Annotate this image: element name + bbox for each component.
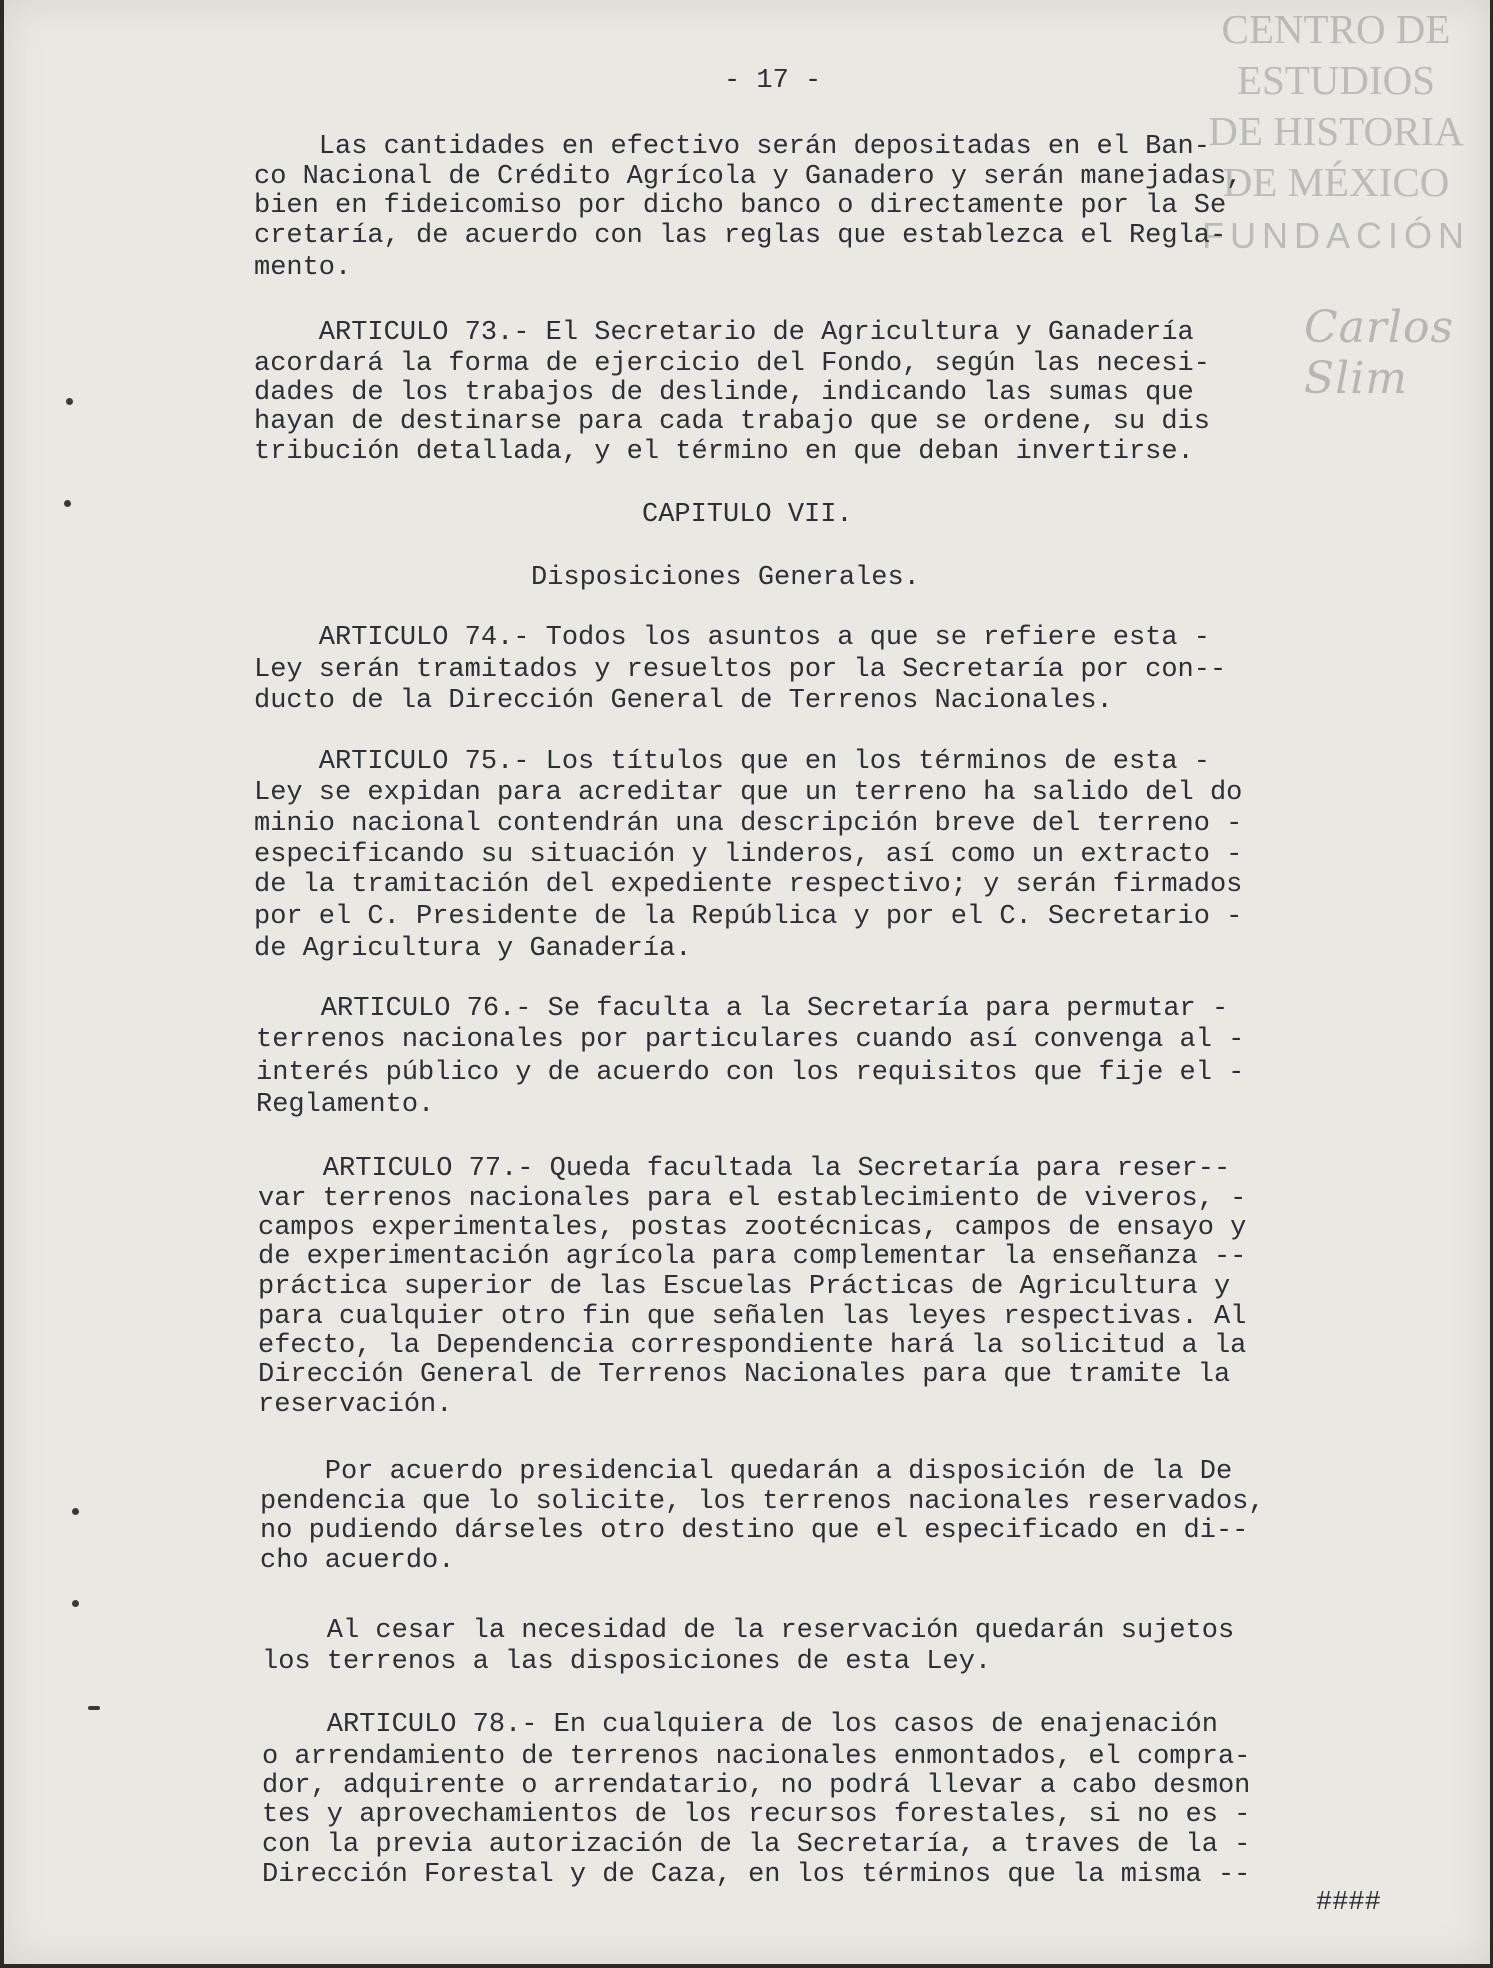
watermark-line: DE HISTORIA bbox=[1208, 108, 1464, 154]
watermark-signature: Carlos Slim bbox=[1304, 302, 1455, 404]
text-line: co Nacional de Crédito Agrícola y Ganadero y serán manejadas, bbox=[254, 162, 1243, 192]
text-line: Reglamento. bbox=[256, 1090, 435, 1120]
text-line: con la previa autorización de la Secretaría, a traves de la - bbox=[262, 1830, 1251, 1860]
text-line: Ley se expidan para acreditar que un terreno ha salido del do bbox=[254, 778, 1243, 808]
text-line: por el C. Presidente de la República y por el C. Secretario - bbox=[254, 902, 1243, 932]
text-line: ARTICULO 77.- Queda facultada la Secretaría para reser-- bbox=[258, 1154, 1231, 1184]
text-line: var terrenos nacionales para el establecimiento de viveros, - bbox=[258, 1184, 1247, 1214]
text-line: práctica superior de las Escuelas Prácticas de Agricultura y bbox=[258, 1272, 1231, 1302]
watermark-line: CENTRO DE bbox=[1221, 6, 1451, 52]
margin-mark bbox=[72, 1600, 79, 1607]
text-line: campos experimentales, postas zootécnicas, campos de ensayo y bbox=[258, 1213, 1247, 1243]
text-line: terrenos nacionales por particulares cuando así convenga al - bbox=[256, 1025, 1245, 1055]
text-line: cretaría, de acuerdo con las reglas que establezca el Regla- bbox=[254, 221, 1227, 251]
text-line: ARTICULO 74.- Todos los asuntos a que se refiere esta - bbox=[254, 623, 1210, 653]
margin-mark bbox=[66, 398, 73, 405]
watermark-line: DE MÉXICO bbox=[1222, 159, 1450, 205]
watermark-line: ESTUDIOS bbox=[1236, 57, 1436, 103]
archive-watermark bbox=[1186, 4, 1486, 264]
text-line: los terrenos a las disposiciones de esta Ley. bbox=[262, 1647, 992, 1677]
text-line: bien en fideicomiso por dicho banco o directamente por la Se bbox=[254, 191, 1227, 221]
text-line: reservación. bbox=[258, 1390, 453, 1420]
text-line: dades de los trabajos de deslinde, indicando las sumas que bbox=[254, 378, 1194, 408]
margin-mark bbox=[64, 500, 71, 507]
page-number: - 17 - bbox=[724, 66, 822, 96]
text-line: para cualquier otro fin que señalen las leyes respectivas. Al bbox=[258, 1302, 1247, 1332]
margin-mark bbox=[88, 1706, 100, 1710]
text-line: acordará la forma de ejercicio del Fondo, según las necesi- bbox=[254, 349, 1210, 379]
text-line: ARTICULO 75.- Los títulos que en los términos de esta - bbox=[254, 747, 1210, 777]
text-line: especificando su situación y linderos, así como un extracto - bbox=[254, 840, 1243, 870]
text-line: minio nacional contendrán una descripción breve del terreno - bbox=[254, 809, 1243, 839]
document-page bbox=[4, 0, 1490, 1964]
text-line: Dirección Forestal y de Caza, en los términos que la misma -- bbox=[262, 1860, 1251, 1890]
section-heading: Disposiciones Generales. bbox=[531, 563, 920, 593]
text-line: Al cesar la necesidad de la reservación quedarán sujetos bbox=[262, 1616, 1235, 1646]
text-line: no pudiendo dárseles otro destino que el especificado en di-- bbox=[260, 1516, 1249, 1546]
margin-mark bbox=[72, 1508, 79, 1515]
text-line: mento. bbox=[254, 253, 352, 283]
continuation-mark: #### bbox=[1316, 1888, 1381, 1918]
text-line: Por acuerdo presidencial quedarán a disposición de la De bbox=[260, 1457, 1233, 1487]
text-line: Ley serán tramitados y resueltos por la Secretaría por con-- bbox=[254, 655, 1227, 685]
chapter-heading: CAPITULO VII. bbox=[642, 500, 853, 530]
watermark-line: FUNDACIÓN bbox=[1202, 215, 1470, 256]
text-line: efecto, la Dependencia correspondiente hará la solicitud a la bbox=[258, 1331, 1247, 1361]
text-line: Las cantidades en efectivo serán depositadas en el Ban- bbox=[254, 132, 1210, 162]
text-line: tribución detallada, y el término en que deban invertirse. bbox=[254, 437, 1194, 467]
text-line: hayan de destinarse para cada trabajo que se ordene, su dis bbox=[254, 407, 1210, 437]
text-line: de experimentación agrícola para complementar la enseñanza -- bbox=[258, 1242, 1247, 1272]
text-line: ARTICULO 73.- El Secretario de Agricultura y Ganadería bbox=[254, 318, 1194, 348]
text-line: cho acuerdo. bbox=[260, 1546, 455, 1576]
text-line: tes y aprovechamientos de los recursos forestales, si no es - bbox=[262, 1800, 1251, 1830]
text-line: pendencia que lo solicite, los terrenos nacionales reservados, bbox=[260, 1487, 1265, 1517]
text-line: ducto de la Dirección General de Terrenos Nacionales. bbox=[254, 686, 1113, 716]
text-line: interés público y de acuerdo con los requisitos que fije el - bbox=[256, 1058, 1245, 1088]
text-line: de Agricultura y Ganadería. bbox=[254, 934, 692, 964]
text-line: dor, adquirente o arrendatario, no podrá llevar a cabo desmon bbox=[262, 1771, 1251, 1801]
text-line: o arrendamiento de terrenos nacionales enmontados, el compra- bbox=[262, 1742, 1251, 1772]
text-line: ARTICULO 76.- Se faculta a la Secretaría para permutar - bbox=[256, 994, 1229, 1024]
text-line: ARTICULO 78.- En cualquiera de los casos de enajenación bbox=[262, 1710, 1218, 1740]
text-line: de la tramitación del expediente respectivo; y serán firmados bbox=[254, 870, 1243, 900]
text-line: Dirección General de Terrenos Nacionales para que tramite la bbox=[258, 1360, 1231, 1390]
